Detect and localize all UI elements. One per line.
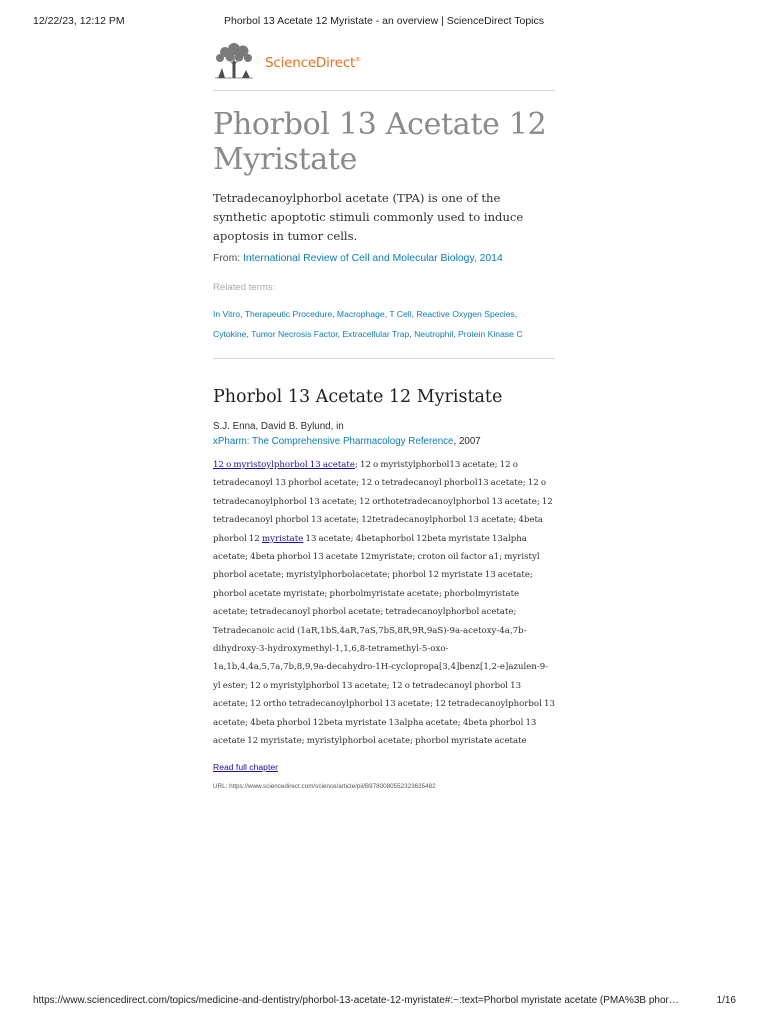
synonym-link-myristoylphorbol[interactable]: 12 o myristoylphorbol 13 acetate	[213, 460, 355, 470]
read-full-chapter-link[interactable]: Read full chapter	[213, 761, 278, 772]
related-term-neutrophil[interactable]: Neutrophil	[414, 329, 454, 339]
myristate-link[interactable]: myristate	[261, 533, 304, 544]
print-footer-url: https://www.sciencedirect.com/topics/medicine-and-dentistry/phorbol-13-acetate-12-myristate#:~:text=Phorbol myristate acetate (PMA%3B phor…	[33, 995, 679, 1006]
related-terms-list: In Vitro, Therapeutic Procedure, Macrophage, T Cell, Reactive Oxygen Species, Cytokine, Tumor Necrosis Factor, Extracellular Trap, Neutrophil, Protein Kinase C	[213, 309, 523, 339]
snippet-text-part1: ; 12 o myristylphorbol13 acetate; 12 o tetradecanoyl 13 phorbol acetate; 12 o tetradecanoyl phorbol13 acetate; 12 o tetradecanoylphorbol 13 acetate; 12 orthotetradecanoylphorbol 13 acetate; 12 tetradecanoyl phorbol 13 acetate; 12tetradecanoylphorbol 13 acetate; 4beta phorbol 12	[213, 460, 553, 544]
print-footer	[0, 995, 768, 1009]
related-term-cytokine[interactable]: Cytokine	[213, 329, 247, 339]
article-column	[213, 43, 555, 790]
print-page-number: 1/16	[716, 995, 736, 1006]
related-term-protein-kinase-c[interactable]: Protein Kinase C	[458, 329, 523, 339]
sciencedirect-logo[interactable]	[213, 43, 555, 79]
chapter-snippet	[213, 456, 555, 751]
related-term-t-cell[interactable]: T Cell	[389, 309, 412, 319]
chapter-authors: S.J. Enna, David B. Bylund, in	[213, 421, 344, 432]
topic-title: Phorbol 13 Acetate 12 Myristate	[213, 107, 547, 177]
related-term-therapeutic-procedure[interactable]: Therapeutic Procedure	[244, 309, 333, 319]
section-divider	[213, 358, 555, 359]
print-header	[0, 15, 768, 29]
print-page-title: Phorbol 13 Acetate 12 Myristate - an overview | ScienceDirect Topics	[223, 15, 545, 27]
related-term-tumor-necrosis-factor[interactable]: Tumor Necrosis Factor	[251, 329, 338, 339]
related-term-in-vitro[interactable]: In Vitro	[213, 309, 241, 319]
book-line	[213, 436, 555, 447]
from-source-link[interactable]: International Review of Cell and Molecular Biology, 2014	[243, 253, 503, 264]
related-terms-label: Related terms:	[213, 282, 276, 293]
chapter-title: Phorbol 13 Acetate 12 Myristate	[213, 387, 503, 407]
book-year: , 2007	[453, 436, 481, 447]
chapter-url: URL: https://www.sciencedirect.com/science/article/pii/B9780080552323635482	[213, 782, 436, 790]
related-term-macrophage[interactable]: Macrophage	[336, 309, 385, 319]
from-line	[213, 253, 555, 264]
sciencedirect-wordmark: ScienceDirect®	[265, 55, 361, 71]
topic-definition: Tetradecanoylphorbol acetate (TPA) is one of the synthetic apoptotic stimuli commonly used to induce apoptosis in tumor cells.	[213, 191, 524, 243]
print-datetime: 12/22/23, 12:12 PM	[33, 15, 125, 27]
related-term-extracellular-trap[interactable]: Extracellular Trap	[342, 329, 410, 339]
snippet-text-part2: 13 acetate; 4betaphorbol 12beta myristate 13alpha acetate; 4beta phorbol 13 acetate 12myristate; croton oil factor a1; myristyl phorbol acetate; myristylphorbolacetate; phorbol 12 myristate 13 acetate; phorbol acetate myristate; phorbolmyristate acetate; phorbolmyristate acetate; tetradecanoyl phorbol acetate; tetradecanoylphorbol acetate; Tetradecanoic acid (1aR,1bS,4aR,7aS,7bS,8R,9R,9aS)-9a-acetoxy-4a,7b-dihydroxy-3-hydroxymethyl-1,1,6,8-tetramethyl-5-oxo-1a,1b,4,4a,5,7a,7b,8,9,9a-decahydro-1H-cyclopropa[3,4]benz[1,2-e]azulen-9-yl ester; 12 o myristylphorbol 13 acetate; 12 o tetradecanoyl phorbol 13 acetate; 12 ortho tetradecanoylphorbol 13 acetate; 12 tetradecanoylphorbol 13 acetate; 4beta phorbol 12beta myristate 13alpha acetate; 4beta phorbol 13 acetate 12 myristate; myristylphorbol acetate; phorbol myristate acetate	[213, 533, 555, 747]
top-divider	[213, 90, 555, 91]
related-term-reactive-oxygen-species[interactable]: Reactive Oxygen Species	[416, 309, 515, 319]
book-title-link[interactable]: xPharm: The Comprehensive Pharmacology Reference	[213, 436, 454, 447]
elsevier-tree-icon	[213, 43, 255, 79]
from-label: From:	[213, 253, 241, 264]
